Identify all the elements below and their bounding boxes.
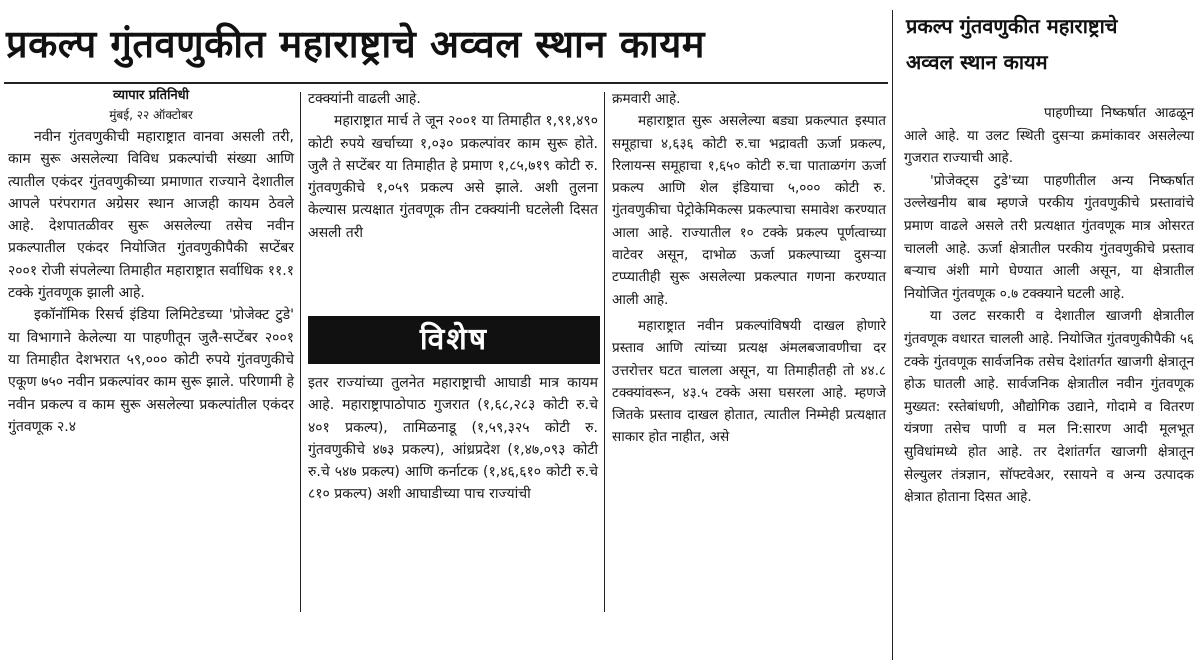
byline: व्यापार प्रतिनिधी <box>112 88 190 103</box>
side-title-line-2: अव्वल स्थान कायम <box>906 50 1048 74</box>
column-divider-2 <box>604 92 605 612</box>
paragraph: महाराष्ट्रात नवीन प्रकल्पांविषयी दाखल होणारे प्रस्ताव आणि त्यांच्या प्रत्यक्ष अंमलबजावणीचा दर उत्तरोत्तर घटत चालला असून, या तिमाहीतही तो ४४.८ टक्क्यांवरून, ४३.५ टक्के असा घसरला आहे. म्हणजे जितके प्रस्ताव दाखल होतात, त्यातील निम्मेही प्रत्यक्षात साकार होत नाहीत, असे <box>612 317 886 446</box>
column-2 <box>308 88 598 244</box>
side-title-line-1: प्रकल्प गुंतवणुकीत महाराष्ट्राचे <box>906 14 1118 38</box>
column-2-lower <box>308 372 598 506</box>
headline: प्रकल्प गुंतवणुकीत महाराष्ट्राचे अव्वल स्थान कायम <box>6 22 705 66</box>
paragraph: पाहणीच्या निष्कर्षात आढळून आले आहे. या उलट स्थिती दुसऱ्या क्रमांकावर असलेल्या गुजरात राज्याची आहे. <box>904 105 1194 167</box>
column-divider-1 <box>300 92 301 612</box>
column-3 <box>612 88 886 449</box>
paragraph: टक्क्यांनी वाढली आहे. <box>308 91 421 107</box>
dateline: मुंबई, २२ ऑक्टोबर <box>109 108 193 122</box>
paragraph: इकॉनॉमिक रिसर्च इंडिया लिमिटेडच्या 'प्रोजेक्ट टुडे' या विभागाने केलेल्या या पाहणीतून जुलै-सप्टेंबर २००१ या तिमाहीत देशभरात ५९,००० कोटी रुपये गुंतवणुकीचे एकूण ७५० नवीन प्रकल्पांवर काम सुरू झाले. परिणामी हे नवीन प्रकल्प व काम सुरू असलेल्या प्रकल्पांतील एकंदर गुंतवणूक २.४ <box>8 307 294 435</box>
paragraph: महाराष्ट्रात सुरू असलेल्या बड्या प्रकल्पात इस्पात समूहाचा ४,६३६ कोटी रु.चा भद्रावती ऊर्जा प्रकल्प, रिलायन्स समूहाचा १,६५० कोटी रु.चा पाताळगंग ऊर्जा प्रकल्प आणि शेल इंडियाचा ५,००० कोटी रु. गुंतवणुकीचा पेट्रोकेमिकल्स प्रकल्पाचा समावेश करण्यात आला आहे. राज्यातील १० टक्के प्रकल्प पूर्णत्वाच्या वाटेवर असून, दाभोळ ऊर्जा प्रकल्पाच्या दुसऱ्या टप्प्यातीही सुरू असलेल्या प्रकल्पात गणना करण्यात आली आहे. <box>612 113 886 308</box>
column-1 <box>8 86 294 438</box>
paragraph: क्रमवारी आहे. <box>612 91 681 107</box>
section-banner: विशेष <box>308 316 600 364</box>
paragraph: या उलट सरकारी व देशातील खाजगी क्षेत्रातील गुंतवणूक वधारत चालली आहे. नियोजित गुंतवणुकीपैकी ५६ टक्के गुंतवणूक सार्वजनिक तसेच देशांतर्गत खाजगी क्षेत्रातून होऊ घातली आहे. सार्वजनिक क्षेत्रातील नवीन गुंतवणूक मुख्यत: रस्तेबांधणी, औद्योगिक उद्याने, गोदामे व वितरण यंत्रणा तसेच पाणी व मल नि:सारण आदी मूलभूत सुविधांमध्ये होत आहे. तर देशांतर्गत खाजगी क्षेत्रातून सेल्युलर तंत्रज्ञान, सॉफ्टवेअर, रसायने व अन्य उत्पादक क्षेत्रात होताना दिसत आहे. <box>904 308 1194 506</box>
column-4 <box>904 102 1194 509</box>
headline-underline <box>4 82 888 84</box>
paragraph: इतर राज्यांच्या तुलनेत महाराष्ट्राची आघाडी मात्र कायम आहे. महाराष्ट्रापाठोपाठ गुजरात (१,६८,२८३ कोटी रु.चे ४०१ प्रकल्प), तामिळनाडू (१,५९,३२५ कोटी रु. गुंतवणुकीचे ४७३ प्रकल्प), आंध्रप्रदेश (१,४७,०९३ कोटी रु.चे ५४७ प्रकल्प) आणि कर्नाटक (१,४६,६१० कोटी रु.चे ८१० प्रकल्प) अशी आघाडीच्या पाच राज्यांची <box>308 375 598 503</box>
paragraph: नवीन गुंतवणुकीची महाराष्ट्रात वानवा असली तरी, काम सुरू असलेल्या विविध प्रकल्पांची संख्या आणि त्यातील एकंदर गुंतवणुकीच्या प्रमाणात राज्याने देशातील आपले परंपरागत अग्रेसर स्थान आजही कायम ठेवले आहे. देशपातळीवर सुरू असलेल्या तसेच नवीन प्रकल्पातील एकंदर नियोजित गुंतवणुकीपैकी सप्टेंबर २००१ रोजी संपलेल्या तिमाहीत महाराष्ट्रात सर्वाधिक ११.१ टक्के गुंतवणूक झाली आहे. <box>8 129 294 302</box>
column-divider-3 <box>892 10 893 660</box>
paragraph: महाराष्ट्रात मार्च ते जून २००१ या तिमाहीत १,९१,४९० कोटी रुपये खर्चाच्या १,०३० प्रकल्पांवर काम सुरू होते. जुलै ते सप्टेंबर या तिमाहीत हे प्रमाण १,८५,७१९ कोटी रु. गुंतवणुकीचे १,०५९ प्रकल्प असे झाले. अशी तुलना केल्यास प्रत्यक्षात गुंतवणूक तीन टक्क्यांनी घटलेली दिसत असली तरी <box>308 113 598 241</box>
side-title <box>906 8 1196 80</box>
paragraph: 'प्रोजेक्ट्स टुडे'च्या पाहणीतील अन्य निष्कर्षात उल्लेखनीय बाब म्हणजे परकीय गुंतवणुकीचे प्रस्तावांचे प्रमाण वाढले असले तरी प्रत्यक्षात गुंतवणूक मात्र ओसरत चालली आहे. ऊर्जा क्षेत्रातील परकीय गुंतवणुकीचे प्रस्ताव बऱ्याच अंशी मागे घेण्यात आली असून, या क्षेत्रातील नियोजित गुंतवणूक ०.७ टक्क्याने घटली आहे. <box>904 172 1194 302</box>
